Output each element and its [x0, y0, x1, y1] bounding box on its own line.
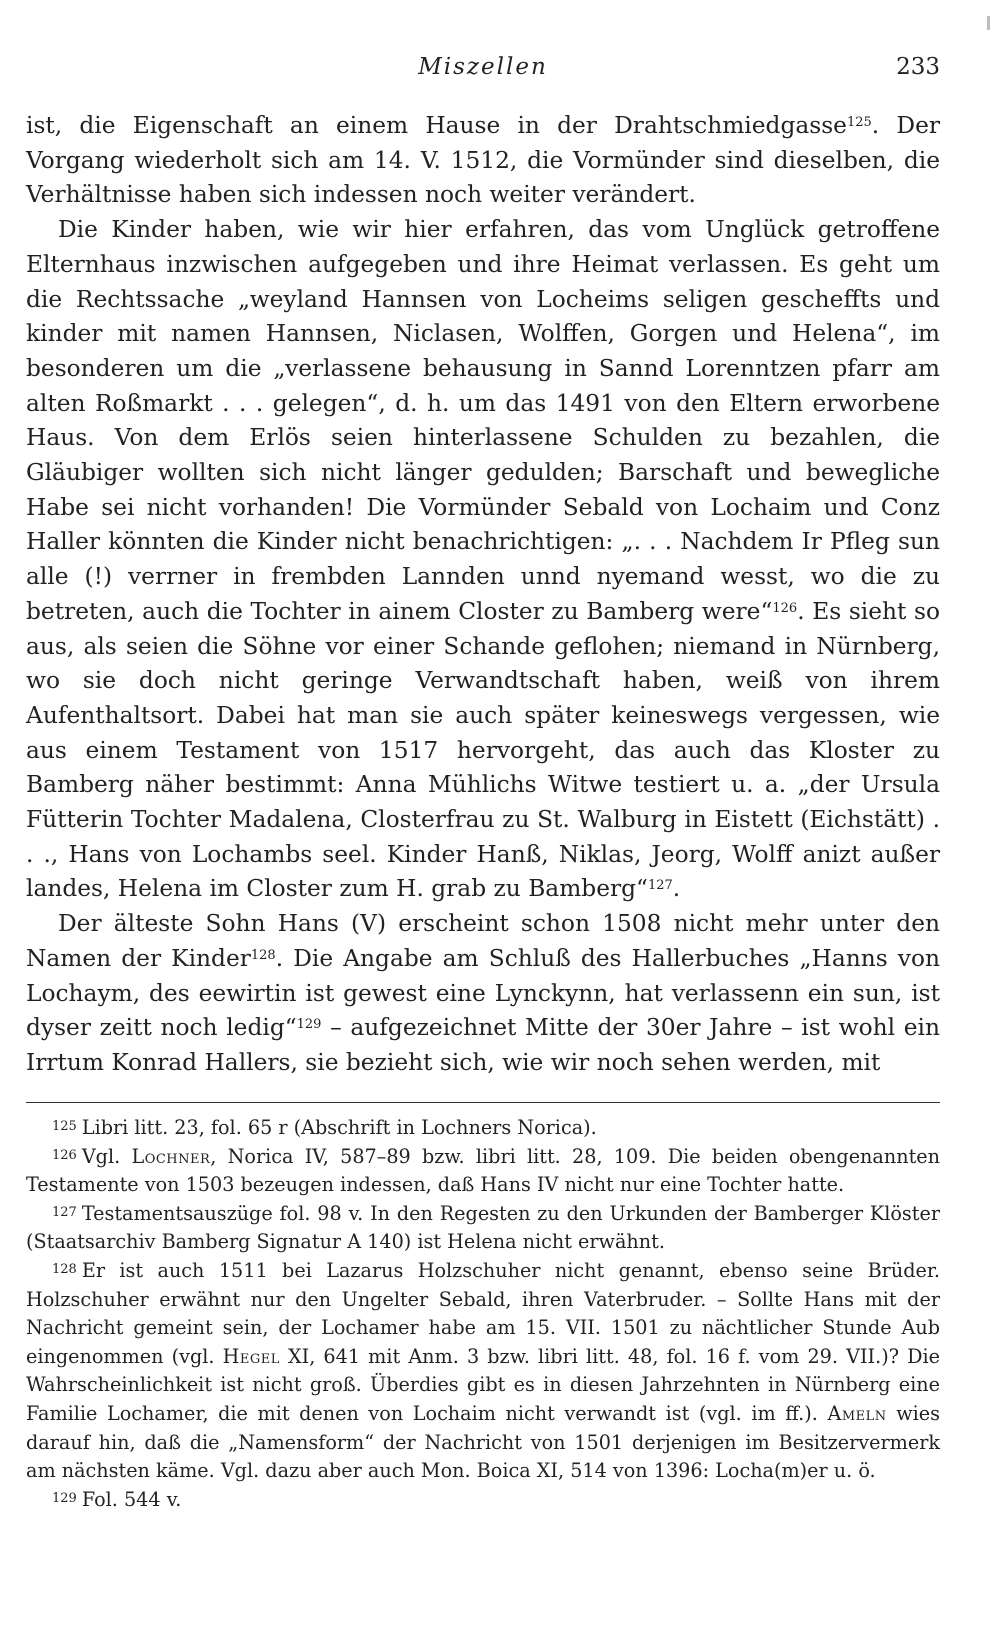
footnote-ref-126[interactable]: 126	[772, 600, 798, 616]
footnote-divider	[26, 1102, 940, 1103]
scan-mark	[987, 16, 990, 30]
running-head: Miszellen	[418, 54, 548, 80]
footnote-128: $^{128}$ Er ist auch 1511 bei Lazarus Holzschuher nicht genannt, ebenso seine Brüder. Holzschuher erwähnt nur den Ungelter Sebald, ihren Vaterbruder. – Sollte Hans mit der Nachricht gemeint sein, der Lochamer habe am 15. VII. 1501 zu nächtlicher Stunde Aub eingenommen (vgl. Hegel XI, 641 mit Anm. 3 bzw. libri litt. 48, fol. 16 f. vom 29. VII.)? Die Wahrscheinlichkeit ist nicht groß. Überdies gibt es in diesen Jahrzehnten in Nürnberg eine Familie Lochamer, die mit denen von Lochaim nicht verwandt ist (vgl. im ff.). Ameln wies darauf hin, daß die „Namensform“ der Nachricht von 1501 derjenigen im Besitzervermerk am nächsten käme. Vgl. dazu aber auch Mon. Boica XI, 514 von 1396: Locha(m)er u. ö.	[26, 1258, 940, 1483]
author-name: Hegel	[222, 1344, 280, 1368]
footnote-ref-127[interactable]: 127	[647, 878, 673, 894]
page-header	[26, 50, 940, 90]
author-name: Lochner	[131, 1144, 211, 1168]
footnote-129: $^{129}$ Fol. 544 v.	[52, 1487, 182, 1511]
footnote-number: 126	[52, 1147, 77, 1163]
paragraph-1: ist, die Eigenschaft an einem Hause in der Drahtschmiedgasse$^{125}$. Der Vorgang wiederholt sich am 14. V. 1512, die Vormünder sind dieselben, die Verhältnisse haben sich indessen noch weiter verändert.	[26, 112, 940, 209]
footnote-127: $^{127}$ Testamentsauszüge fol. 98 v. In den Regesten zu den Urkunden der Bamberger Klöster (Staatsarchiv Bamberg Signatur A 140) ist Helena nicht erwähnt.	[26, 1201, 940, 1254]
paragraph-3: Der älteste Sohn Hans (V) erscheint schon 1508 nicht mehr unter den Namen der Kinder$^{128}$. Die Angabe am Schluß des Hallerbuches „Hanns von Lochaym, des eewirtin ist gewest eine Lynckynn, hat verlassenn ein sun, ist dyser zeitt noch ledig“$^{129}$ – aufgezeichnet Mitte der 30er Jahre – ist wohl ein Irrtum Konrad Hallers, sie bezieht sich, wie wir noch sehen werden, mit	[26, 910, 940, 1076]
page-number: 233	[896, 54, 940, 80]
footnote-126: $^{126}$ Vgl. Lochner, Norica IV, 587–89 bzw. libri litt. 28, 109. Die beiden obengenannten Testamente von 1503 bezeugen indessen, daß Hans IV nicht nur eine Tochter hatte.	[26, 1144, 940, 1197]
footnote-ref-128[interactable]: 128	[250, 947, 276, 963]
footnote-ref-129[interactable]: 129	[296, 1017, 322, 1033]
author-name: Ameln	[827, 1401, 887, 1425]
footnote-number: 129	[52, 1490, 77, 1506]
paragraph-2: Die Kinder haben, wie wir hier erfahren, das vom Unglück getroffene Elternhaus inzwischen aufgegeben und ihre Heimat verlassen. Es geht um die Rechtssache „weyland Hannsen von Locheims seligen gescheffts und kinder mit namen Hannsen, Niclasen, Wolffen, Gorgen und Helena“, im besonderen um die „verlassene behausung in Sannd Lorenntzen pfarr am alten Roßmarkt . . . gelegen“, d. h. um das 1491 von den Eltern erworbene Haus. Von dem Erlös seien hinterlassene Schulden zu bezahlen, die Gläubiger wollten sich nicht länger gedulden; Barschaft und bewegliche Habe sei nicht vorhanden! Die Vormünder Sebald von Lochaim und Conz Haller könnten die Kinder nicht benachrichtigen: „. . . Nachdem Ir Pfleg sun alle (!) verrner in frembden Lannden unnd nyemand wesst, wo die zu betreten, auch die Tochter in ainem Closter zu Bamberg were“$^{126}$. Es sieht so aus, als seien die Söhne vor einer Schande geflohen; niemand in Nürnberg, wo sie doch nicht geringe Verwandtschaft haben, weiß von ihrem Aufenthaltsort. Dabei hat man sie auch später keineswegs vergessen, wie aus einem Testament von 1517 hervorgeht, das auch das Kloster zu Bamberg näher bestimmt: Anna Mühlichs Witwe testiert u. a. „der Ursula Fütterin Tochter Madalena, Closterfrau zu St. Walburg in Eistett (Eichstätt) . . ., Hans von Lochambs seel. Kinder Hanß, Niklas, Jeorg, Wolff anizt außer landes, Helena im Closter zum H. grab zu Bamberg“$^{127}$.	[26, 216, 940, 903]
main-text	[26, 109, 940, 1081]
footnote-number: 125	[52, 1119, 77, 1134]
footnote-number: 128	[52, 1261, 77, 1277]
footnotes	[26, 1114, 940, 1514]
footnote-ref-125[interactable]: 125	[846, 115, 872, 130]
footnote-number: 127	[52, 1204, 77, 1220]
footnote-125: $^{125}$ Libri litt. 23, fol. 65 r (Abschrift in Lochners Norica).	[52, 1116, 597, 1139]
